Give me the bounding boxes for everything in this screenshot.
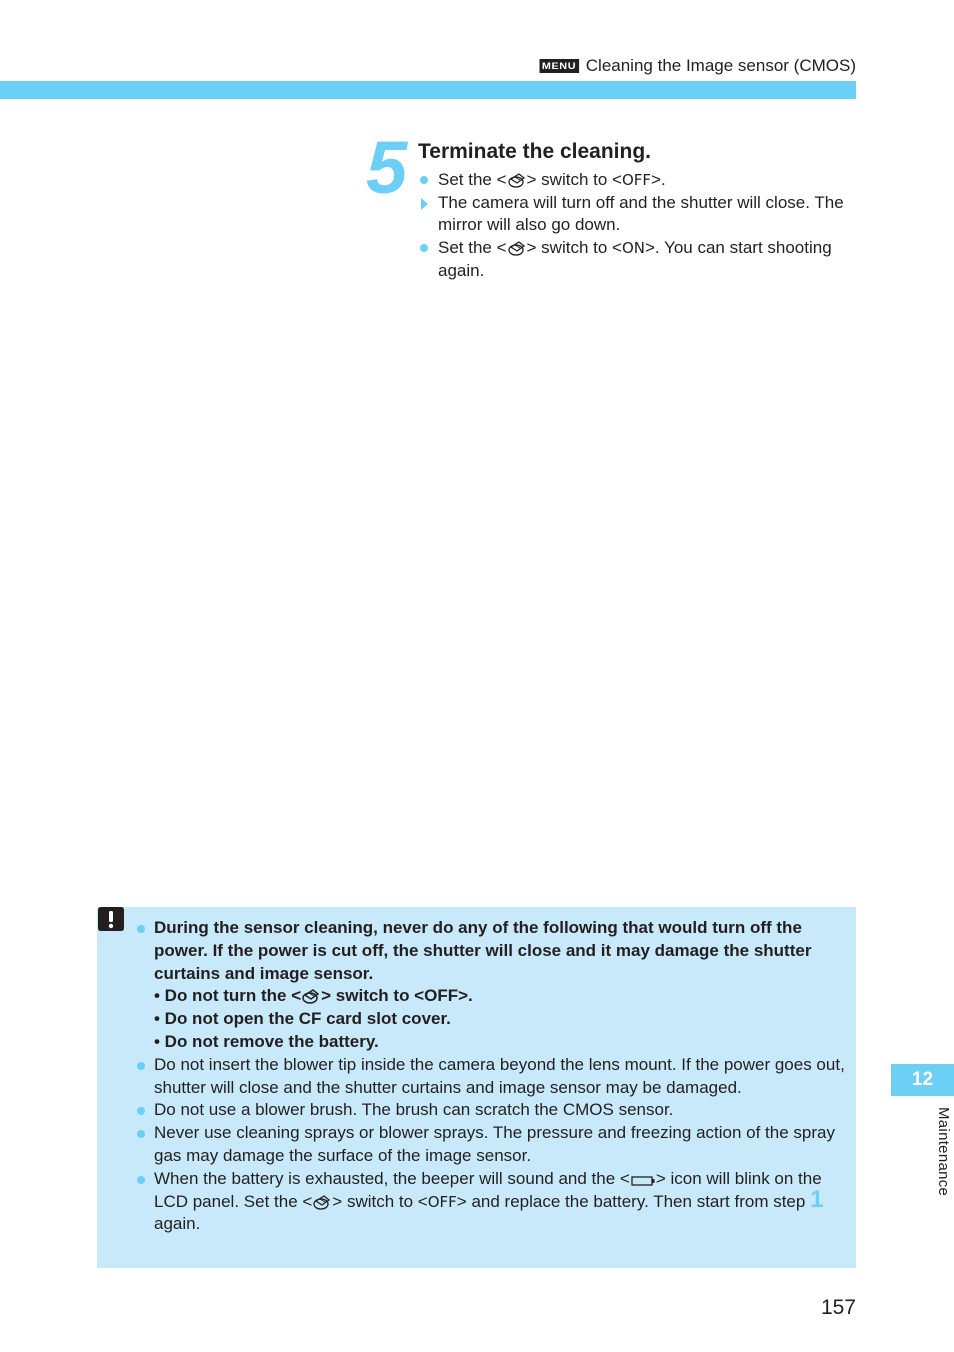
chapter-tab: 12 bbox=[891, 1064, 954, 1096]
list-item: Do not insert the blower tip inside the camera beyond the lens mount. If the power goes out, shutter will close and the shutter curtains and image sensor may be damaged. bbox=[136, 1054, 846, 1100]
caution-sub-item: • Do not turn the < > switch to <OFF>. bbox=[154, 986, 473, 1006]
list-item: During the sensor cleaning, never do any of the following that would turn off the power. If the power is cut off, the shutter will close and it may damage the shutter curtains and image sensor. • Do not turn the < > switch to <OFF>. • Do not open the CF card slot cover. • Do not remove the battery. bbox=[136, 917, 846, 1054]
header-title: Cleaning the Image sensor (CMOS) bbox=[585, 56, 856, 75]
step-number: 5 bbox=[366, 126, 408, 209]
caution-icon bbox=[97, 906, 125, 932]
caution-sub-item: • Do not open the CF card slot cover. bbox=[154, 1009, 451, 1029]
bullet-icon bbox=[420, 244, 428, 252]
bullet-icon bbox=[420, 176, 428, 184]
battery-icon bbox=[630, 1173, 656, 1187]
list-item: Do not use a blower brush. The brush can scratch the CMOS sensor. bbox=[136, 1099, 846, 1122]
list-item: Never use cleaning sprays or blower sprays. The pressure and freezing action of the spray gas may damage the surface of the image sensor. bbox=[136, 1122, 846, 1168]
list-item: When the battery is exhausted, the beeper will sound and the < > icon will blink on the LCD panel. Set the < > switch to <OFF> and replace the battery. Then start from step 1 again. bbox=[136, 1168, 846, 1236]
chapter-label: Maintenance bbox=[935, 1107, 952, 1197]
caution-list bbox=[136, 917, 846, 1236]
header-bar bbox=[0, 81, 856, 99]
arrow-bullet-icon bbox=[421, 198, 428, 210]
list-item: The camera will turn off and the shutter will close. The mirror will also go down. bbox=[418, 192, 858, 237]
bullet-icon bbox=[137, 1107, 145, 1115]
page-number: 157 bbox=[820, 1296, 856, 1319]
list-item: Set the < > switch to <OFF>. bbox=[418, 169, 858, 192]
power-switch-icon bbox=[301, 987, 321, 1004]
bullet-icon bbox=[137, 1130, 145, 1138]
caution-sub-item: • Do not remove the battery. bbox=[154, 1031, 379, 1051]
step-title: Terminate the cleaning. bbox=[418, 140, 651, 163]
running-header bbox=[542, 56, 856, 76]
menu-icon: MENU bbox=[540, 59, 579, 73]
step-reference: 1 bbox=[810, 1185, 824, 1213]
bullet-icon bbox=[137, 1062, 145, 1070]
step-instructions bbox=[418, 169, 858, 283]
power-switch-icon bbox=[312, 1193, 332, 1210]
bullet-icon bbox=[137, 1176, 145, 1184]
bullet-icon bbox=[137, 925, 145, 933]
power-switch-icon bbox=[507, 239, 527, 256]
power-switch-icon bbox=[507, 171, 527, 188]
list-item: Set the < > switch to <ON>. You can start shooting again. bbox=[418, 237, 858, 282]
